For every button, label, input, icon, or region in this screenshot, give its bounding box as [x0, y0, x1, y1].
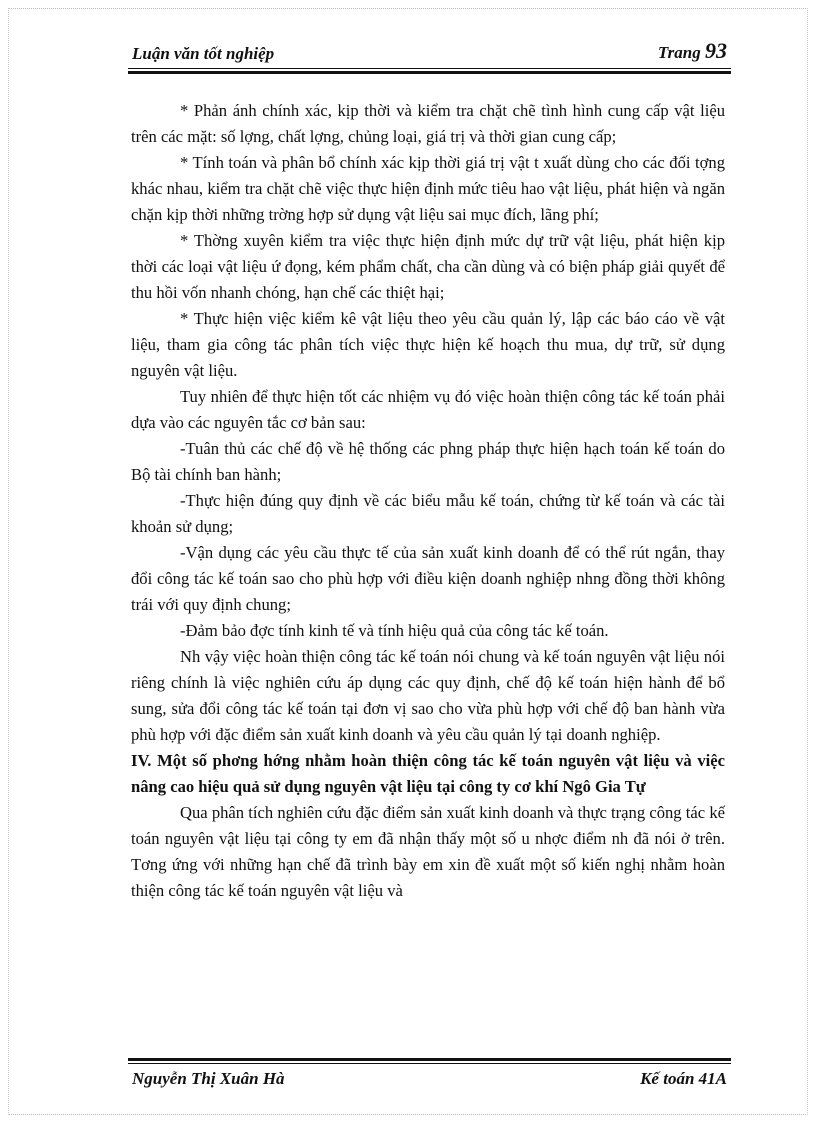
paragraph: -Đảm bảo đợc tính kinh tế và tính hiệu quả của công tác kế toán. [180, 621, 609, 640]
page-border-bottom [8, 1114, 808, 1115]
header-page-label: Trang [657, 43, 701, 62]
page-border-top [8, 8, 808, 9]
paragraph: Qua phân tích nghiên cứu đặc điểm sản xuất kinh doanh và thực trạng công tác kế toán nguyên vật liệu tại công ty em đã nhận thấy một số u nhợc điểm nh đã nói ở trên. Tơng ứng với những hạn chế đã trình bày em xin đề xuất một số kiến nghị nhằm hoàn thiện công tác kế toán nguyên vật liệu và [131, 803, 725, 900]
paragraph: -Tuân thủ các chế độ về hệ thống các phng pháp thực hiện hạch toán kế toán do Bộ tài chính ban hành; [131, 439, 725, 484]
page-footer [128, 1063, 731, 1093]
paragraph: Tuy nhiên để thực hiện tốt các nhiệm vụ đó việc hoàn thiện công tác kế toán phải dựa vào các nguyên tắc cơ bản sau: [131, 387, 725, 432]
footer-rule-thick [128, 1058, 731, 1061]
header-title: Luận văn tốt nghiệp [132, 44, 275, 63]
page-border-left [8, 8, 9, 1115]
paragraph: * Thờng xuyên kiểm tra việc thực hiện định mức dự trữ vật liệu, phát hiện kịp thời các loại vật liệu ứ đọng, kém phẩm chất, cha cần dùng và có biện pháp giải quyết để thu hồi vốn nhanh chóng, hạn chế các thiệt hại; [131, 231, 725, 302]
paragraph: * Thực hiện việc kiểm kê vật liệu theo yêu cầu quản lý, lập các báo cáo về vật liệu, tham gia công tác phân tích việc thực hiện kế hoạch thu mua, dự trữ, sử dụng nguyên vật liệu. [131, 309, 725, 380]
header-page [658, 38, 727, 64]
document-body [131, 98, 725, 904]
page-header [128, 38, 731, 68]
paragraph: Nh vậy việc hoàn thiện công tác kế toán nói chung và kế toán nguyên vật liệu nói riêng chính là việc nghiên cứu áp dụng các quy định, chế độ kế toán hiện hành để bổ sung, sửa đổi công tác kế toán tại đơn vị sao cho vừa phù hợp với chế độ ban hành vừa phù hợp với đặc điểm sản xuất kinh doanh và yêu cầu quản lý tại doanh nghiệp. [131, 647, 725, 744]
section-heading: IV. Một số phơng hớng nhằm hoàn thiện công tác kế toán nguyên vật liệu và việc nâng cao hiệu quả sử dụng nguyên vật liệu tại công ty cơ khí Ngô Gia Tự [131, 751, 725, 796]
paragraph: -Vận dụng các yêu cầu thực tế của sản xuất kinh doanh để có thể rút ngắn, thay đổi công tác kế toán sao cho phù hợp với điều kiện doanh nghiệp nhng đồng thời không trái với quy định chung; [131, 543, 725, 614]
paragraph: -Thực hiện đúng quy định về các biểu mẫu kế toán, chứng từ kế toán và các tài khoản sử dụng; [131, 491, 725, 536]
paragraph: * Tính toán và phân bổ chính xác kịp thời giá trị vật t xuất dùng cho các đối tợng khác nhau, kiểm tra chặt chẽ việc thực hiện định mức tiêu hao vật liệu, phát hiện và ngăn chặn kịp thời những trờng hợp sử dụng vật liệu sai mục đích, lãng phí; [131, 153, 725, 224]
paragraph: * Phản ánh chính xác, kịp thời và kiểm tra chặt chẽ tình hình cung cấp vật liệu trên các mặt: số lợng, chất lợng, chủng loại, giá trị và thời gian cung cấp; [131, 101, 725, 146]
footer-author: Nguyễn Thị Xuân Hà [132, 1069, 285, 1088]
footer-class: Kế toán 41A [640, 1069, 727, 1088]
page-number: 93 [705, 38, 727, 63]
header-rule-thin [128, 68, 731, 69]
header-rule-thick [128, 71, 731, 74]
page-border-right [807, 8, 808, 1115]
